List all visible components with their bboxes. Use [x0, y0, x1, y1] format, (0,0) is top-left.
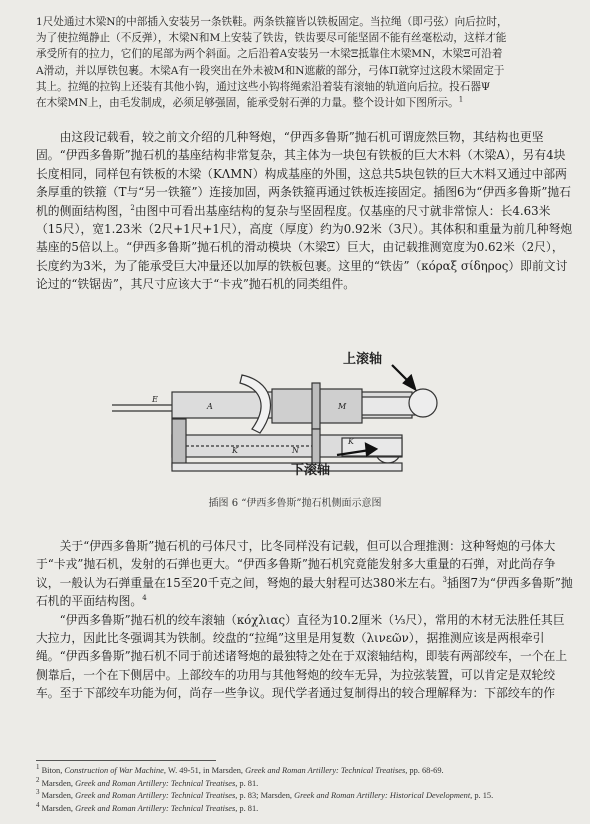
footnote — [36, 790, 574, 803]
footnote-divider — [36, 760, 216, 761]
footnote-text: Biton, — [41, 766, 65, 775]
footnote-text: Marsden, — [41, 803, 76, 813]
footnote-ref[interactable]: 3 — [442, 575, 447, 584]
quote-line-text: 在木梁MN上，由毛发制成，必须足够强固，能承受射石弹的力量。整个设计如下图所示。 — [36, 97, 459, 110]
footnote-ref[interactable]: 1 — [458, 95, 464, 104]
footnote-title: Greek and Roman Artillery: Technical Treatises — [245, 766, 406, 775]
footnote-title: Greek and Roman Artillery: Historical Development — [294, 791, 471, 801]
footnote-text: , p. 81. — [235, 803, 259, 813]
footnote-text: , p. 83; Marsden, — [235, 791, 295, 801]
footnote-text: Marsden, — [41, 791, 76, 801]
paragraph — [36, 537, 574, 611]
footnote-title: Greek and Roman Artillery: Technical Treatises — [75, 778, 236, 788]
block-quote — [36, 14, 574, 111]
footnote-number: 1 — [36, 763, 40, 772]
quote-line — [36, 95, 574, 111]
paragraph-text: 插图7为“伊西多鲁斯”抛石机的平面结构图。 — [36, 575, 573, 609]
footnote-ref[interactable]: 2 — [130, 203, 135, 212]
paragraph — [36, 611, 574, 703]
footnote-text: , p. 81. — [235, 778, 259, 788]
footnote-text: , pp. 68-69. — [405, 766, 444, 775]
letter-n: N — [292, 446, 299, 455]
front-post — [172, 419, 186, 467]
footnote-text: , W. 49-51, in Marsden, — [163, 766, 246, 775]
quote-line: 其上。拉绳的拉钩上还装有其他小钩，通过这些小钩将绳索沿着装有滚轴的轨道向后拉。投石器Ψ — [36, 80, 491, 93]
footnote-ref[interactable]: 4 — [142, 594, 147, 603]
bottom-rail — [172, 463, 402, 471]
letter-m: M — [338, 402, 347, 411]
paragraph-text: 由这段记载看，较之前文介绍的几种弩炮，“伊西多鲁斯”抛石机可谓庞然巨物，其结构也更坚固。“伊西多鲁斯”抛石机的基座结构非常复杂，其主体为一块包有铁板的巨大木料（木梁A），另有4块长度相同，同样包有铁板的木梁（KΛMN）构成基座的外围，这总共5块包铁的巨大木料又通过中部两条厚重的铁箍（T与“另一铁箍”）连接加固，两条铁箍再通过铁板连接固定。插图6为“伊西多鲁斯”抛石机的侧面结构图， — [36, 130, 571, 218]
quote-line: 1尺处通过木梁N的中部插入安装另一条铁鞋。两条铁箍皆以铁板固定。当拉绳（即弓弦）向后拉时， — [36, 16, 508, 28]
upper-roller — [409, 389, 437, 417]
footnote — [36, 775, 574, 791]
lower-roller-label: 下滚轴 — [291, 463, 331, 478]
quote-line: 为了使拉绳静止（不反弹），木梁N和M上安装了铁齿，铁齿要尽可能坚固不能有丝毫松动，这样才能 — [36, 32, 507, 45]
footnote-title: Construction of War Machine — [64, 766, 164, 775]
body-text-bottom — [36, 537, 574, 703]
letter-k2: K — [232, 446, 238, 455]
rear-post — [312, 429, 320, 463]
quote-line: 承受所有的拉力，它们的尾部为两个斜面。之后沿着A安装另一木梁Ξ抵靠住木梁MN，木梁Ξ可沿着 — [36, 48, 503, 61]
footnote-title: Greek and Roman Artillery: Technical Treatises — [75, 803, 236, 813]
letter-k: K — [348, 437, 354, 446]
paragraph-text: “伊西多鲁斯”抛石机的绞车滚轴（κόχλιας）直径为10.2厘米（⅓尺），常用的木材无法胜任其巨大拉力，因此比冬强调其为铁制。绞盘的“拉绳”这里是用复数（λινεῶν），据推测应该是两根牵引绳。“伊西多鲁斯”抛石机不同于前述诸弩炮的最独特之处在于双滚轴结构，即装有两部绞车，一个在上侧靠后，一个在下侧居中。上部绞车的功用与其他弩炮的绞车无异，为拉弦装置，可以肯定是双轮绞车。至于下部绞车功能为何，尚存一些争议。现代学者通过复制得出的较合理解释为：下部绞车的作 — [36, 612, 568, 701]
paragraph-text: 关于“伊西多鲁斯”抛石机的弓体尺寸，比冬同样没有记载，但可以合理推测：这种弩炮的弓体大于“卡戎”抛石机，发射的石弹也更大。“伊西多鲁斯”抛石机究竟能发射多大重量的石弹，对此尚存争议，一般认为石弹重量在15至20千克之间，弩炮的最大射程可达380米左右。 — [36, 539, 556, 590]
letter-a: A — [207, 402, 213, 411]
paragraph — [36, 128, 574, 294]
figure-caption: 插图 6 “伊西多鲁斯”抛石机侧面示意图 — [208, 498, 382, 509]
frame-bar — [312, 383, 320, 429]
body-text-top — [36, 128, 574, 294]
footnote-text: Marsden, — [41, 778, 76, 788]
footnote-number: 3 — [36, 788, 40, 797]
quote-line: A滑动，并以厚铁包裹。木梁A有一段突出在外未被M和N遮蔽的部分，弓体Π就穿过这段木梁固定于 — [36, 64, 505, 77]
upper-roller-label: 上滚轴 — [343, 352, 383, 367]
paragraph-text: 由图中可看出基座结构的复杂与坚固程度。仅基座的尺寸就非常惊人：长4.63米（15尺），宽1.23米（2尺+1尺+1尺），高度（厚度）约为0.92米（3尺）。其体积和重量为前几种弩炮基座的5倍以上。“伊西多鲁斯”抛石机的滑动模块（木梁Ξ）巨大，由记载推测宽度为0.62米（2尺），长度约为3米，为了能承受巨大冲量还以加厚的铁板包裹。这里的“铁齿”（κόραξ σίδηρος）即前文讨论过的“铁锯齿”，其尺寸应该大于“卡戎”抛石机的同类组件。 — [36, 203, 573, 292]
footnote-title: Greek and Roman Artillery: Technical Treatises — [75, 791, 236, 801]
letter-e: E — [152, 395, 158, 404]
footnote-number: 2 — [36, 775, 40, 784]
footnote — [36, 765, 574, 778]
footnote — [36, 800, 574, 816]
footnote-number: 4 — [36, 800, 40, 809]
footnote-text: , p. 15. — [470, 791, 494, 801]
footnotes — [36, 765, 574, 815]
